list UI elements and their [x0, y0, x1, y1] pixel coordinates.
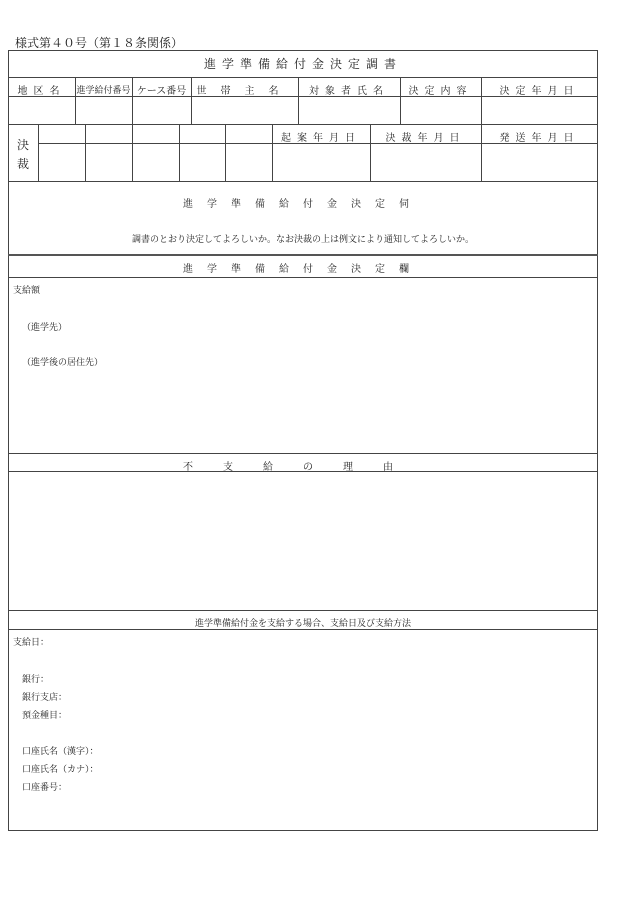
header-dispatch-date: 発送年月日	[499, 133, 580, 144]
divider	[85, 124, 86, 181]
divider	[8, 181, 598, 182]
divider	[225, 124, 226, 181]
header-decision-content: 決定内容	[408, 86, 473, 97]
divider	[179, 124, 180, 181]
payment-method-title: 進学準備給付金を支給する場合、支給日及び支給方法	[194, 619, 411, 629]
header-benefit-number: 進学給付番号	[76, 86, 131, 96]
divider	[38, 124, 39, 181]
inquiry-text: 調書のとおり決定してよろしいか。なお決裁の上は例文により通知してよろしいか。	[131, 235, 474, 245]
header-recipient: 対象者氏名	[309, 86, 389, 97]
bank-label: 銀行：	[22, 675, 50, 685]
non-payment-title: 不支給の理由	[183, 462, 423, 473]
divider	[8, 77, 598, 78]
account-number-label: 口座番号：	[22, 783, 68, 793]
divider	[132, 124, 133, 181]
header-approval-date: 決裁年月日	[385, 133, 466, 144]
divider	[8, 629, 598, 630]
account-name-kanji-label: 口座氏名（漢字）：	[22, 747, 99, 757]
header-draft-date: 起案年月日	[281, 133, 361, 144]
divider	[8, 610, 598, 611]
header-householder: 世帯主名	[196, 86, 293, 97]
divider	[8, 124, 598, 125]
divider	[8, 471, 598, 472]
inquiry-title: 進学準備給付金決定伺	[183, 199, 423, 210]
header-district: 地区名	[17, 86, 66, 97]
decision-section-title: 進学準備給付金決定欄	[183, 264, 423, 275]
divider	[8, 453, 598, 454]
payment-date-label: 支給日：	[13, 638, 50, 648]
form-title: 進学準備給付金決定調書	[203, 57, 402, 71]
form-frame	[8, 50, 598, 831]
form-number: 様式第４０号（第１８条関係）	[15, 36, 184, 50]
approval-label-1: 決	[16, 138, 29, 152]
deposit-type-label: 預金種目：	[22, 711, 68, 721]
residence-label: （進学後の居住先）	[22, 358, 104, 368]
account-name-kana-label: 口座氏名（カナ）：	[22, 765, 99, 775]
approval-label-2: 裁	[16, 157, 29, 171]
payment-amount-label: 支給額	[13, 286, 41, 296]
divider	[8, 277, 598, 278]
divider	[8, 254, 598, 256]
branch-label: 銀行支店：	[22, 693, 68, 703]
school-label: （進学先）	[22, 323, 68, 333]
header-decision-date: 決定年月日	[499, 86, 580, 97]
header-case-number: ケース番号	[136, 86, 187, 97]
